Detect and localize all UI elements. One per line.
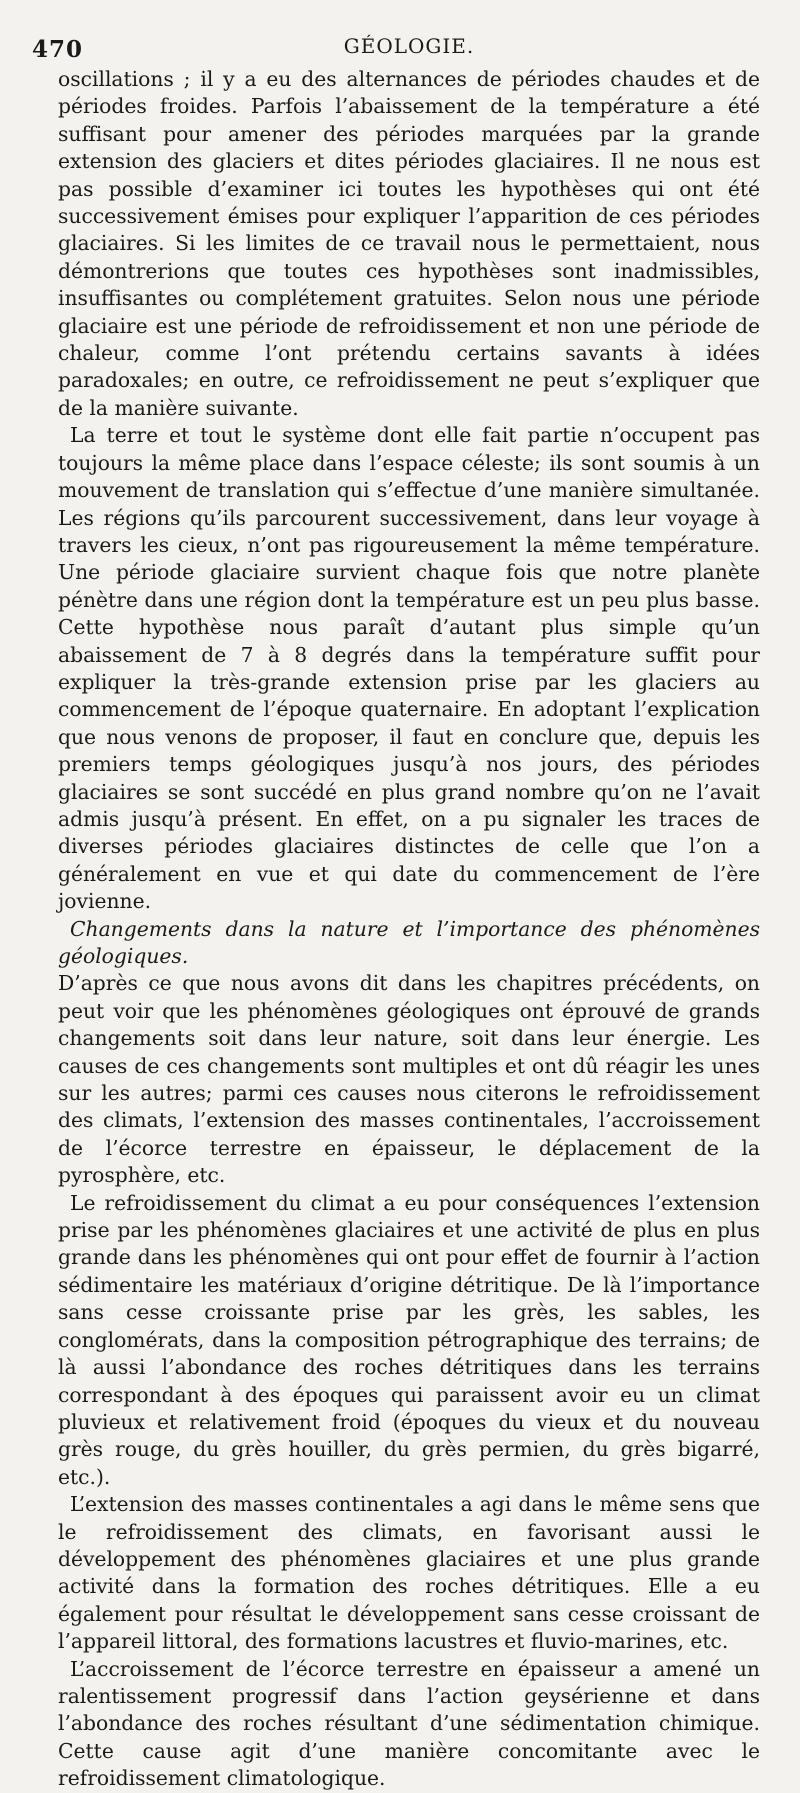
paragraph-changements-text: D’après ce que nous avons dit dans les chapitres précédents, on peut voir que les phénomènes géologiques ont éprouvé de grands changements soit dans leur nature, soit dans leur énergie. Les causes de ces changements sont multiples et ont dû réagir les unes sur les autres; parmi ces causes nous citerons le refroidissement des climats, l’extension des masses continentales, l’accroissement de l’écorce terrestre en épaisseur, le déplacement de la pyrosphère, etc.: [58, 971, 760, 1188]
paragraph-ecorce-terrestre: L’accroissement de l’écorce terrestre en épaisseur a amené un ralentissement progressif dans l’action geysérienne et dans l’abondance des roches résultant d’une sédimentation chimique. Cette cause agit d’une manière concomitante avec le refroidissement climatologique.: [58, 1656, 760, 1791]
page-number: 470: [32, 36, 84, 63]
paragraph-masses-continentales: L’extension des masses continentales a agi dans le même sens que le refroidissement des climats, en favorisant aussi le développement des phénomènes glaciaires et une plus grande activité dans la formation des roches détritiques. Elle a eu également pour résultat le développement sans cesse croissant de l’appareil littoral, des formations lacustres et fluvio-marines, etc.: [58, 1492, 760, 1654]
section-heading: Changements dans la nature et l’importance des phénomènes géologiques.: [58, 916, 760, 968]
paragraph-oscillations: oscillations ; il y a eu des alternances de périodes chaudes et de périodes froides. Parfois l’abaissement de la température a été suffisant pour amener des périodes marquées par la grande extension des glaciers et dites périodes glaciaires. Il ne nous est pas possible d’examiner ici toutes les hypothèses qui ont été successivement émises pour expliquer l’apparition de ces périodes glaciaires. Si les limites de ce travail nous le permettaient, nous démontrerions que toutes ces hypothèses sont inadmissibles, insuffisantes ou complétement gratuites. Selon nous une période glaciaire est une période de refroidissement et non une période de chaleur, comme l’ont prétendu certains savants à idées paradoxales; en outre, ce refroidissement ne peut s’expliquer que de la manière suivante.: [58, 67, 760, 420]
paragraph-translation: La terre et tout le système dont elle fait partie n’occupent pas toujours la même place dans l’espace céleste; ils sont soumis à un mouvement de translation qui s’effectue d’une manière simultanée. Les régions qu’ils parcourent successivement, dans leur voyage à travers les cieux, n’ont pas rigoureusement la même température. Une période glaciaire survient chaque fois que notre planète pénètre dans une région dont la température est un peu plus basse. Cette hypothèse nous paraît d’autant plus simple qu’un abaissement de 7 à 8 degrés dans la température suffit pour expliquer la très-grande extension prise par les glaciers au commencement de l’époque quaternaire. En adoptant l’explication que nous venons de proposer, il faut en conclure que, depuis les premiers temps géologiques jusqu’à nos jours, des périodes glaciaires se sont succédé en plus grand nombre qu’on ne l’avait admis jusqu’à présent. En effet, on a pu signaler les traces de diverses périodes glaciaires distinctes de celle que l’on a généralement en vue et qui date du commencement de l’ère jovienne.: [58, 423, 760, 914]
page-title: GÉOLOGIE.: [343, 34, 475, 58]
paragraph-changements: [58, 916, 760, 1190]
paragraph-refroidissement: Le refroidissement du climat a eu pour conséquences l’extension prise par les phénomènes glaciaires et une activité de plus en plus grande dans les phénomènes qui ont pour effet de fournir à l’action sédimentaire les matériaux d’origine détritique. De là l’importance sans cesse croissante prise par les grès, les sables, les conglomérats, dans la composition pétrographique des terrains; de là aussi l’abondance des roches détritiques dans les terrains correspondant à des époques qui paraissent avoir eu un climat pluvieux et relativement froid (époques du vieux et du nouveau grès rouge, du grès houiller, du grès permien, du grès bigarré, etc.).: [58, 1190, 760, 1489]
body-text: [58, 66, 760, 1793]
running-head: [32, 30, 760, 66]
